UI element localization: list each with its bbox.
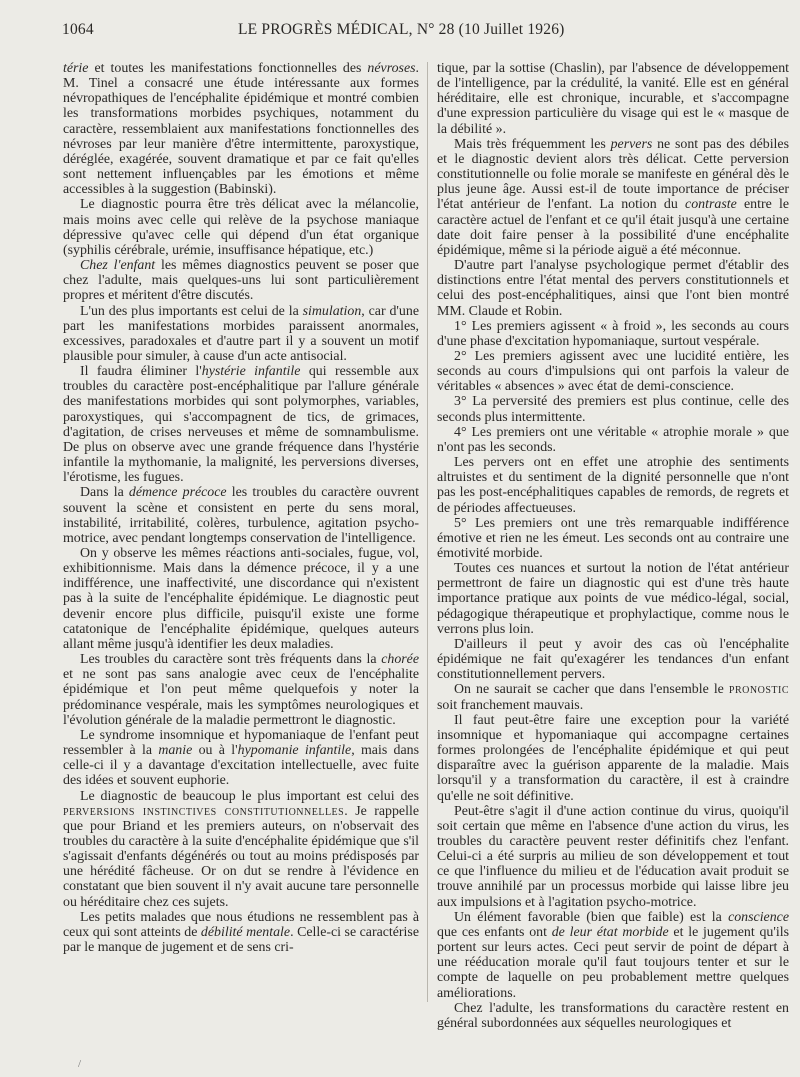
paragraph <box>437 637 789 682</box>
text-run: tique, par la sottise (Chaslin), par l'absence de développement de l'intelligence, par la crédulité, la vanité. Elle est en général héréditaire, elle est chronique, incurable, et s'accompagne d'une expression particulière du visage qui est le « masque de la débilité ». <box>437 61 789 137</box>
italic-text: manie <box>158 743 193 759</box>
paragraph <box>437 804 789 910</box>
text-run: Il faut peut-être faire une exception pour la variété insomnique et hypomaniaque qui accompagne certaines formes prolongées de l'encéphalite épidémique et qui peut disparaître avec la guérison apparente de la maladie. Mais lorsqu'il y a transformation du caractère, il est à craindre qu'elle ne soit définitive. <box>437 712 789 804</box>
paragraph <box>63 910 419 955</box>
text-run: Les petits malades que nous étudions ne ressemblent pas à ceux qui sont atteints de <box>63 909 419 940</box>
text-run: 2° Les premiers agissent avec une lucidité entière, les seconds au cours d'impulsions qui ont parfois la valeur de véritables « absences » avec état de demi-conscience. <box>437 348 789 395</box>
paragraph <box>437 455 789 516</box>
paragraph <box>63 364 419 485</box>
text-run: et le jugement qu'ils portent sur leurs actes. Ceci peut servir de point de départ à une rééducation morale qu'il faut toujours tenter et sur le compte de laquelle on peu probablement mettre quelques améliorations. <box>437 924 789 1001</box>
paragraph <box>63 485 419 546</box>
text-run: Il faudra éliminer l' <box>80 364 202 380</box>
text-run: ne sont pas des débiles et le diagnostic devient alors très délicat. Cette perversion constitutionnelle ou folie morale se manifeste en général dès le plus jeune âge. Aussi est-il de toute importance de préciser l'état antérieur de l'enfant. La notion du <box>437 136 789 213</box>
italic-text: conscience <box>728 909 789 925</box>
text-run: On ne saurait se cacher que dans l'ensemble le <box>454 682 729 698</box>
paragraph <box>63 728 419 789</box>
paragraph <box>63 258 419 303</box>
paragraph <box>437 258 789 319</box>
text-run: D'ailleurs il peut y avoir des cas où l'encéphalite épidémique ne fait qu'exagérer les tendances d'un enfant constitutionnellement pervers. <box>437 636 789 683</box>
text-run: L'un des plus importants est celui de la <box>80 303 303 319</box>
text-run: Le syndrome insomnique et hypomaniaque de l'enfant peut ressembler à la <box>63 727 419 759</box>
italic-text: hystérie infantile <box>201 364 301 380</box>
paragraph <box>437 1001 789 1031</box>
small-caps-text: pronostic <box>728 682 789 698</box>
paragraph <box>437 561 789 637</box>
text-run: soit franchement mauvais. <box>437 697 584 713</box>
italic-text: Chez l'enfant <box>80 258 156 274</box>
italic-text: contraste <box>685 197 737 213</box>
paragraph <box>437 349 789 394</box>
running-title: LE PROGRÈS MÉDICAL, N° 28 (10 Juillet 1926) <box>238 21 565 38</box>
text-run: . M. Tinel a consacré une étude intéressante aux formes névropathiques de l'encéphalite épidémique et montré combien les transformations morbides psychiques, notamment du caractère, ressemblaient aux manifestations fonctionnelles des névroses par leur manière d'être intermittente, paroxystique, déréglée, exagérée, souvent dramatique et par ce fait qu'elles sont nettement influençables par les émotions et même accessibles à la suggestion (Babinski). <box>63 61 419 198</box>
text-run: . Celle-ci se caractérise par le manque de jugement et de sens cri- <box>63 924 419 956</box>
text-run: 3° La perversité des premiers est plus continue, celle des seconds plus intermittente. <box>437 394 789 425</box>
text-run: que ces enfants ont <box>437 924 552 940</box>
italic-text: débilité mentale <box>200 924 291 940</box>
text-run: Peut-être s'agit il d'une action continue du virus, quoiqu'il soit certain que même en l'absence d'une action du virus, les troubles du caractère peuvent rester définitifs chez l'enfant. Celui-ci a été surpris au milieu de son développement et tout ce que l'influence du milieu et de l'éducation avait produit se trouve annihilé par un processus morbide qui laisse libre jeu aux impulsions et à l'agitation psycho-motrice. <box>437 803 789 910</box>
paragraph <box>63 652 419 728</box>
text-run: les mêmes diagnostics peuvent se poser que chez l'adulte, mais quelques-uns lui sont particulièrement propres et méritent d'être discutés. <box>63 258 419 304</box>
text-run: Les troubles du caractère sont très fréquents dans la <box>80 652 382 668</box>
paragraph <box>437 319 789 349</box>
text-run: Chez l'adulte, les transformations du caractère restent en général subordonnées aux séquelles neurologiques et <box>437 1000 789 1031</box>
paragraph <box>63 789 419 910</box>
text-run: ou à l' <box>192 743 238 759</box>
text-run: Le diagnostic de beaucoup le plus important est celui des <box>80 788 419 804</box>
paragraph <box>63 61 419 197</box>
text-run: Le diagnostic pourra être très délicat avec la mélancolie, mais moins avec celle qui relève de la psychose maniaque dépressive qu'avec celle qui dépend d'un état organique (syphilis cérébrale, urémie, insuffisance hépatique, etc.) <box>63 197 419 258</box>
column-divider <box>427 62 428 1002</box>
text-run: et toutes les manifestations fonctionnelles des <box>88 61 368 76</box>
text-run: 1° Les premiers agissent « à froid », les seconds au cours d'une phase d'excitation hypomaniaque, surtout vespérale. <box>437 318 789 349</box>
italic-text: pervers <box>610 136 653 152</box>
paragraph <box>437 137 789 258</box>
paragraph <box>437 425 789 455</box>
left-column <box>63 61 419 955</box>
text-run: On y observe les mêmes réactions anti-sociales, fugue, vol, exhibitionnisme. Mais dans la démence précoce, il y a une indifférence, une inaffectivité, une discordance qui n'existent pas à la suite de l'encéphalite épidémique. Le diagnostic peut devenir encore plus difficile, puisqu'il existe une forme catatonique de l'encéphalite épidémique, quelques auteurs allant même jusqu'à identifier les deux maladies. <box>63 546 419 652</box>
text-run: , mais dans celle-ci il y a davantage d'excitation intellectuelle, avec fuite des idées et souvent euphorie. <box>63 743 420 789</box>
text-run: . Je rappelle que pour Briand et les premiers auteurs, on n'observait des troubles du caractère à la suite d'encéphalite épidémique que s'il s'agissait d'enfants dégénérés ou tout au moins prédisposés par une hérédité fâcheuse. Or on dut se rendre à l'évidence en constatant que bien souvent il n'y avait aucune tare personnelle ou héréditaire chez ces sujets. <box>63 803 419 910</box>
italic-text: névroses <box>367 61 416 76</box>
text-run: D'autre part l'analyse psychologique permet d'établir des distinctions entre l'état mental des pervers constitutionnels et celui des post-encéphalitiques, ainsi que l'ont bien montré MM. Claude et Robin. <box>437 258 789 319</box>
footer-mark: / <box>78 1058 82 1070</box>
italic-text: simulation <box>302 303 362 319</box>
text-run: 4° Les premiers ont une véritable « atrophie morale » que n'ont pas les seconds. <box>437 424 789 455</box>
paragraph <box>437 61 789 137</box>
page-header <box>62 21 790 43</box>
paragraph <box>63 197 419 258</box>
paragraph <box>437 910 789 1001</box>
italic-text: hypomanie infantile <box>237 743 352 759</box>
paragraph <box>437 713 789 804</box>
text-run: , car d'une part les manifestations morbides paraissent anormales, excessives, paradoxales et d'autre part il y a souvent un motif plausible pour simuler, à cause d'un acte antisocial. <box>63 303 419 364</box>
small-caps-text: perversions instinctives constitutionnelles <box>63 803 345 819</box>
paragraph <box>63 546 419 652</box>
paragraph <box>437 682 789 712</box>
paragraph <box>437 394 789 424</box>
text-run: qui ressemble aux troubles du caractère post-encéphalitique par l'allure générale des manifestations morbides qui sont polymorphes, variables, paroxystiques, qui s'accompagnent de tics, de grimaces, d'agitation, de crises nerveuses et même de somnambulisme. De plus on observe avec une grande fréquence dans l'hystérie infantile la mythomanie, la malignité, les perversions diverses, l'érotisme, les fugues. <box>63 364 419 486</box>
italic-text: démence précoce <box>128 485 227 501</box>
paragraph <box>437 516 789 561</box>
italic-text: de leur état morbide <box>551 924 669 940</box>
italic-text: chorée <box>381 652 419 668</box>
paragraph <box>63 304 419 365</box>
text-run: entre le caractère actuel de l'enfant et ce qu'il était jusqu'à une certaine date doit faire penser à la possibilité d'une encéphalite épidémique, même si la période aiguë a été méconnue. <box>437 197 789 258</box>
text-run: Les pervers ont en effet une atrophie des sentiments altruistes et du sentiment de la dignité personnelle que n'ont pas les post-encéphalitiques capables de remords, de regrets et de périodes affectueuses. <box>437 455 789 516</box>
page-number: 1064 <box>62 21 94 38</box>
text-run: 5° Les premiers ont une très remarquable indifférence émotive et rien ne les émeut. Les seconds ont au contraire une émotivité morbide. <box>437 515 789 561</box>
right-column <box>437 61 789 1031</box>
text-run: et ne sont pas sans analogie avec ceux de l'encéphalite épidémique et l'on peut même quelquefois y noter la prédominance vespérale, mais les symptômes neurologiques et l'évolution générale de la maladie permettront le diagnostic. <box>63 667 419 728</box>
italic-text: térie <box>63 61 89 76</box>
text-run: Mais très fréquemment les <box>454 136 611 152</box>
text-run: les troubles du caractère ouvrent souvent la scène et consistent en perte du sens moral, instabilité, irritabilité, colères, turbulence, agitation psycho-motrice, avec pendant longtemps conservation de l'intelligence. <box>63 485 419 546</box>
text-run: Un élément favorable (bien que faible) est la <box>454 909 729 925</box>
text-run: Dans la <box>80 485 129 501</box>
text-run: Toutes ces nuances et surtout la notion de l'état antérieur permettront de faire un diagnostic qui est d'une très haute importance pratique aux points de vue médico-légal, social, pédagogique thérapeutique et prophylactique, comme nous le verrons plus loin. <box>437 561 789 637</box>
